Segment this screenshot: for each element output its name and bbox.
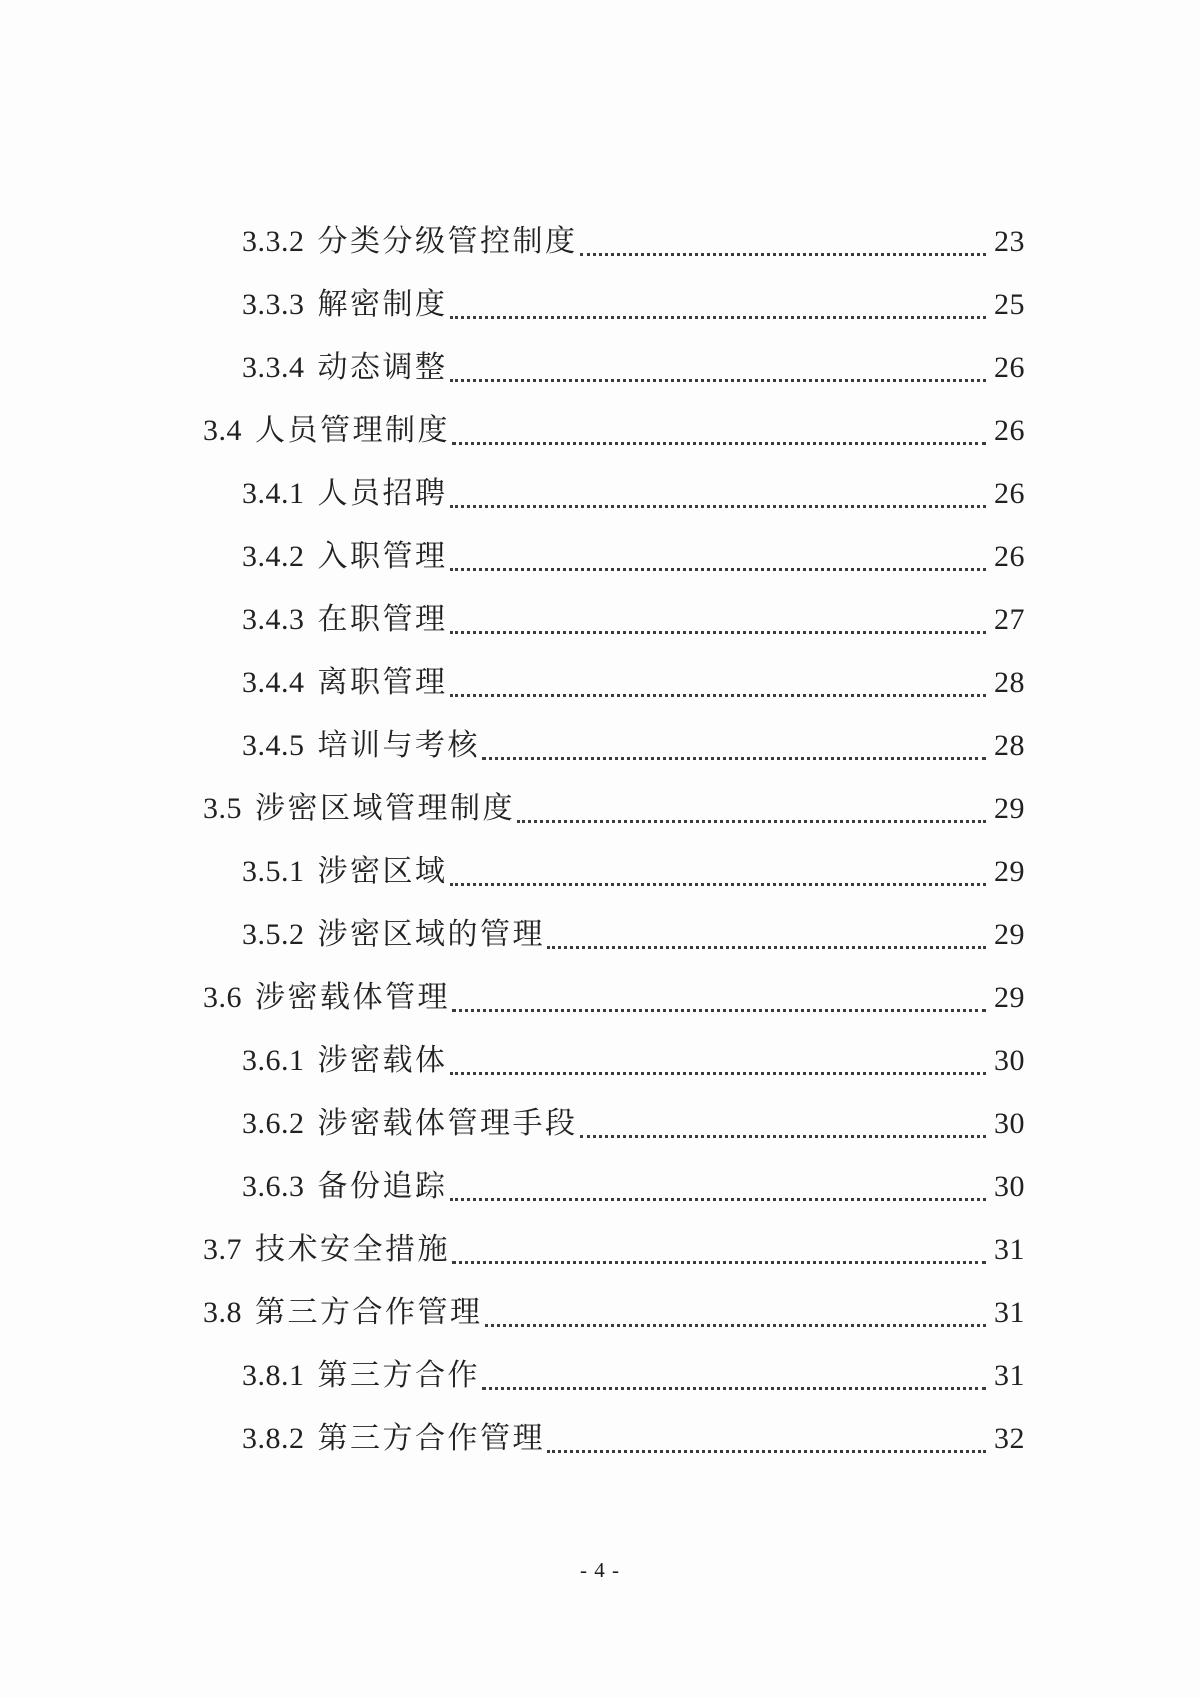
toc-entry-page-number: 26: [994, 540, 1025, 573]
toc-entry-label: [242, 540, 448, 573]
toc-entry-title: 动态调整: [317, 351, 448, 384]
toc-entry[interactable]: [0, 462, 1200, 525]
toc-entry-label: [242, 729, 480, 762]
toc-entry-page-number: 29: [994, 918, 1025, 951]
toc-entry[interactable]: [0, 525, 1200, 588]
toc-entry-title: 涉密区域: [317, 855, 448, 888]
toc-entry[interactable]: [0, 336, 1200, 399]
toc-dotted-leader: [580, 253, 987, 256]
toc-dotted-leader: [450, 505, 987, 508]
toc-entry-label: [242, 1044, 448, 1077]
toc-entry[interactable]: [0, 210, 1200, 273]
toc-entry-page-number: 31: [994, 1359, 1025, 1392]
toc-entry-page-number: 28: [994, 666, 1025, 699]
toc-entry-number: 3.7: [203, 1233, 242, 1266]
toc-entry-title: 离职管理: [317, 666, 448, 699]
toc-entry-title: 备份追踪: [317, 1170, 448, 1203]
toc-entry-page-number: 30: [994, 1044, 1025, 1077]
toc-entry[interactable]: [0, 903, 1200, 966]
toc-entry-label: [203, 1296, 483, 1329]
toc-entry[interactable]: [0, 777, 1200, 840]
toc-entry[interactable]: [0, 1218, 1200, 1281]
toc-entry-number: 3.4.2: [242, 540, 305, 573]
footer-page-number: - 4 -: [580, 1558, 620, 1582]
toc-entry-title: 涉密载体: [317, 1044, 448, 1077]
toc-entry-page-number: 26: [994, 351, 1025, 384]
toc-entry-page-number: 23: [994, 225, 1025, 258]
toc-entry-number: 3.6.1: [242, 1044, 305, 1077]
toc-entry-title: 培训与考核: [317, 729, 480, 762]
toc-entry-page-number: 30: [994, 1107, 1025, 1140]
toc-entry-number: 3.8: [203, 1296, 242, 1329]
toc-dotted-leader: [450, 694, 987, 697]
toc-dotted-leader: [482, 1387, 986, 1390]
toc-entry-label: [242, 1422, 545, 1455]
toc-entry-title: 涉密区域的管理: [317, 918, 545, 951]
toc-entry-title: 第三方合作管理: [255, 1296, 483, 1329]
toc-entry-page-number: 29: [994, 855, 1025, 888]
toc-entry[interactable]: [0, 840, 1200, 903]
toc-dotted-leader: [450, 568, 987, 571]
toc-entry[interactable]: [0, 1029, 1200, 1092]
page-footer: [0, 1558, 1200, 1583]
toc-dotted-leader: [450, 379, 987, 382]
toc-entry-label: [242, 225, 578, 258]
toc-dotted-leader: [450, 631, 987, 634]
toc-entry[interactable]: [0, 588, 1200, 651]
toc-entry-title: 技术安全措施: [255, 1233, 450, 1266]
toc-dotted-leader: [450, 883, 987, 886]
toc-entry-page-number: 26: [994, 414, 1025, 447]
toc-entry-label: [242, 666, 448, 699]
toc-entry-page-number: 29: [994, 981, 1025, 1014]
toc-dotted-leader: [580, 1135, 987, 1138]
toc-dotted-leader: [547, 946, 986, 949]
toc-entry-number: 3.5: [203, 792, 242, 825]
toc-entry-label: [242, 351, 448, 384]
toc-entry-title: 解密制度: [317, 288, 448, 321]
toc-entry-page-number: 25: [994, 288, 1025, 321]
toc-entry-number: 3.4: [203, 414, 242, 447]
toc-entry-page-number: 26: [994, 477, 1025, 510]
toc-entry-page-number: 32: [994, 1422, 1025, 1455]
toc-dotted-leader: [485, 1324, 987, 1327]
toc-entry-label: [242, 1107, 578, 1140]
toc-entry-number: 3.4.5: [242, 729, 305, 762]
toc-entry-page-number: 28: [994, 729, 1025, 762]
toc-dotted-leader: [452, 442, 986, 445]
toc-entry-number: 3.6: [203, 981, 242, 1014]
toc-dotted-leader: [547, 1450, 986, 1453]
toc-entry-label: [203, 981, 450, 1014]
toc-entry-number: 3.8.1: [242, 1359, 305, 1392]
toc-entry-label: [203, 792, 515, 825]
toc-entry-title: 分类分级管控制度: [317, 225, 578, 258]
toc-entry-label: [203, 414, 450, 447]
toc-entry-title: 在职管理: [317, 603, 448, 636]
toc-entry-title: 涉密载体管理: [255, 981, 450, 1014]
toc-dotted-leader: [450, 1198, 987, 1201]
toc-entry[interactable]: [0, 1155, 1200, 1218]
toc-entry-number: 3.6.2: [242, 1107, 305, 1140]
toc-entry[interactable]: [0, 399, 1200, 462]
toc-entry-number: 3.3.4: [242, 351, 305, 384]
toc-entry-label: [203, 1233, 450, 1266]
toc-entry[interactable]: [0, 651, 1200, 714]
toc-entry-number: 3.5.1: [242, 855, 305, 888]
toc-entry[interactable]: [0, 1281, 1200, 1344]
toc-entry-number: 3.6.3: [242, 1170, 305, 1203]
toc-entry-title: 涉密区域管理制度: [255, 792, 515, 825]
toc-entry-title: 入职管理: [317, 540, 448, 573]
toc-dotted-leader: [517, 820, 986, 823]
toc-entry[interactable]: [0, 1344, 1200, 1407]
toc-dotted-leader: [452, 1009, 986, 1012]
toc-entry-title: 第三方合作: [317, 1359, 480, 1392]
toc-entry-page-number: 31: [994, 1233, 1025, 1266]
toc-entry-label: [242, 603, 448, 636]
toc-entry-title: 人员管理制度: [255, 414, 450, 447]
toc-entry-label: [242, 288, 448, 321]
toc-entry-number: 3.3.3: [242, 288, 305, 321]
toc-entry[interactable]: [0, 1407, 1200, 1470]
toc-entry-page-number: 31: [994, 1296, 1025, 1329]
toc-dotted-leader: [450, 1072, 987, 1075]
toc-entry-page-number: 29: [994, 792, 1025, 825]
toc-entry-label: [242, 477, 448, 510]
toc-entry-number: 3.4.4: [242, 666, 305, 699]
toc-entry[interactable]: [0, 273, 1200, 336]
table-of-contents: [0, 210, 1200, 1470]
toc-entry-label: [242, 1359, 480, 1392]
toc-entry-title: 涉密载体管理手段: [317, 1107, 578, 1140]
toc-entry[interactable]: [0, 714, 1200, 777]
toc-dotted-leader: [452, 1261, 986, 1264]
toc-entry-number: 3.8.2: [242, 1422, 305, 1455]
toc-entry-title: 人员招聘: [317, 477, 448, 510]
toc-entry-label: [242, 855, 448, 888]
toc-entry-number: 3.3.2: [242, 225, 305, 258]
toc-dotted-leader: [450, 316, 987, 319]
toc-entry-number: 3.4.1: [242, 477, 305, 510]
toc-entry-title: 第三方合作管理: [317, 1422, 545, 1455]
toc-entry[interactable]: [0, 1092, 1200, 1155]
toc-dotted-leader: [482, 757, 986, 760]
toc-entry[interactable]: [0, 966, 1200, 1029]
toc-entry-number: 3.4.3: [242, 603, 305, 636]
toc-entry-page-number: 30: [994, 1170, 1025, 1203]
toc-entry-label: [242, 1170, 448, 1203]
toc-entry-page-number: 27: [994, 603, 1025, 636]
toc-entry-number: 3.5.2: [242, 918, 305, 951]
toc-entry-label: [242, 918, 545, 951]
